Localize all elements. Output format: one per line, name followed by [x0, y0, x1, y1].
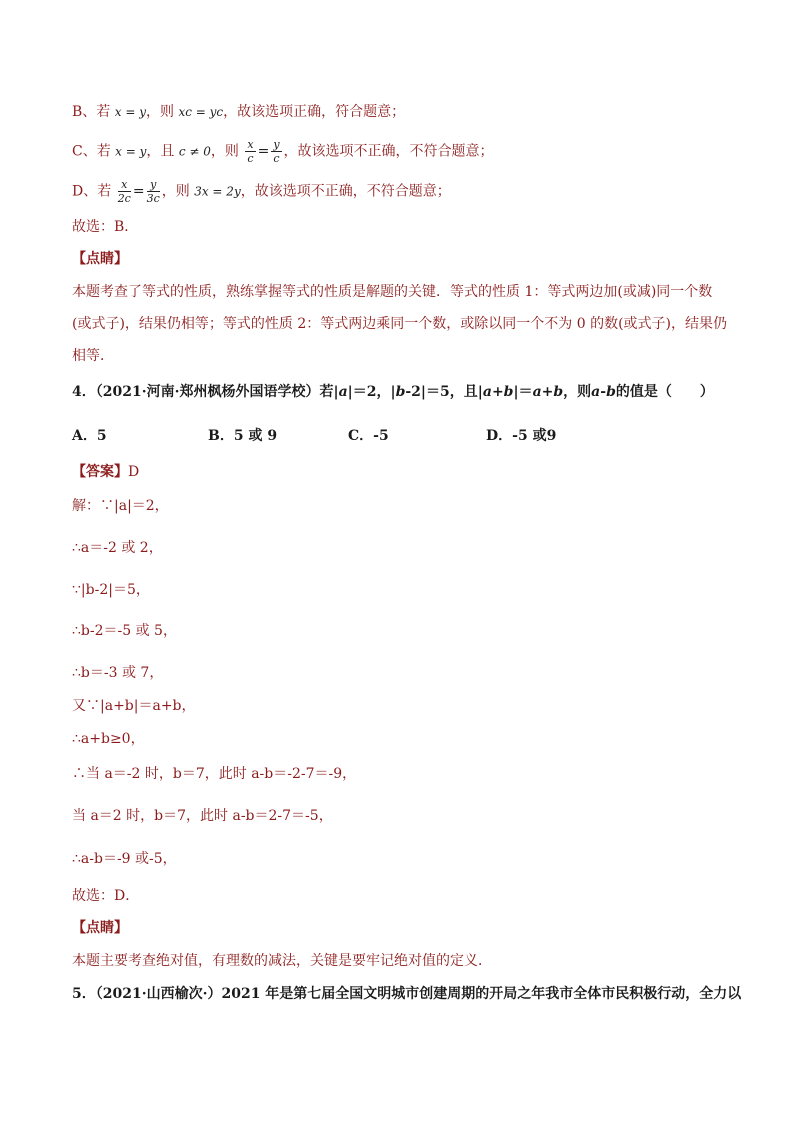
option-d-prefix: D、若 [72, 183, 112, 200]
var-b: b [395, 384, 406, 400]
var-b: b [606, 384, 616, 400]
question-source: （2021·山西榆次·） [95, 986, 222, 1002]
q4-text: ，则 [563, 384, 592, 400]
q3-choice: 故选：B． [72, 219, 139, 235]
q4-text: - [600, 384, 607, 400]
q4-review-text: 本题主要考查绝对值，有理数的减法，关键是要牢记绝对值的定义． [72, 953, 492, 969]
q4-text: + [491, 384, 504, 400]
solution-line-1: 解：∵|a|＝2， [72, 498, 169, 514]
question-number: 5． [72, 986, 96, 1002]
option-d-result: 3x = 2y [194, 184, 241, 199]
option-c-prefix: C、若 [72, 143, 111, 160]
q3-review-line-1: 本题考查了等式的性质，熟练掌握等式的性质是解题的关键．等式的性质 1：等式两边加(或减)同一个数 [72, 284, 713, 300]
option-b-explanation [72, 102, 405, 122]
var-a: a [532, 384, 542, 400]
q4-option-b: B．5 或 9 [208, 428, 278, 444]
var-a: a [338, 384, 348, 400]
question-number: 4． [72, 384, 96, 400]
solution-line-10: ∴a-b＝-9 或-5， [72, 851, 177, 867]
fraction-denominator: c [273, 152, 280, 165]
q4-text: 的值是（ ） [615, 384, 714, 400]
question-source: （2021·河南·郑州枫杨外国语学校） [95, 384, 320, 400]
solution-line-8: ∴当 a＝-2 时，b＝7，此时 a-b＝-2-7＝-9， [72, 766, 357, 782]
option-c-fraction-right [271, 138, 281, 165]
equals-sign: = [257, 143, 270, 160]
option-c-mid2: ，则 [210, 143, 239, 160]
fraction-numerator: x [118, 178, 131, 192]
solution-line-5: ∴b＝-3 或 7， [72, 665, 164, 681]
solution-line-6: 又∵|a+b|＝a+b， [72, 698, 196, 714]
option-c-condition: x = y [115, 144, 147, 159]
fraction-denominator: 2c [117, 192, 131, 205]
answer-label: 【答案】 [72, 464, 128, 480]
option-b-prefix: B、若 [72, 104, 111, 120]
question-4 [72, 382, 714, 402]
fraction-denominator: c [247, 152, 254, 165]
q4-text: + [541, 384, 554, 400]
q4-review-label: 【点睛】 [72, 920, 128, 936]
equals-sign: = [132, 183, 145, 200]
q3-review-line-3: 相等． [72, 348, 114, 364]
var-b: b [503, 384, 514, 400]
fraction-denominator: 3c [146, 192, 160, 205]
q4-text: -2|＝5，且| [405, 384, 483, 400]
q3-review-line-2: (或式子)，结果仍相等；等式的性质 2：等式两边乘同一个数，或除以同一个不为 0 的数(或式子)，结果仍 [72, 316, 728, 332]
option-d-fraction-left [118, 178, 131, 205]
q4-text: 若| [319, 384, 339, 400]
solution-line-4: ∴b-2＝-5 或 5， [72, 623, 177, 639]
q4-option-a: A．5 [72, 428, 107, 444]
option-c-nonzero: c ≠ 0 [178, 144, 211, 159]
question-5 [72, 984, 741, 1004]
solution-line-2: ∴a＝-2 或 2， [72, 540, 163, 556]
fraction-numerator: x [247, 138, 254, 151]
option-c-fraction-left [245, 138, 255, 165]
option-d-explanation [72, 178, 451, 205]
option-b-result: xc = yc [178, 105, 224, 119]
q4-option-d: D．-5 或9 [486, 428, 557, 444]
answer-value: D [128, 464, 140, 480]
option-c-explanation [72, 138, 494, 165]
option-d-mid: ，则 [161, 183, 190, 200]
var-a: a [482, 384, 492, 400]
option-b-conclusion: ，故该选项正确，符合题意； [223, 104, 406, 120]
option-d-conclusion: ，故该选项不正确，不符合题意； [240, 183, 451, 200]
var-b: b [553, 384, 564, 400]
question-text: 2021 年是第七届全国文明城市创建周期的开局之年我市全体市民积极行动，全力以 [221, 986, 742, 1002]
option-c-conclusion: ，故该选项不正确，不符合题意； [283, 143, 494, 160]
solution-line-9: 当 a＝2 时，b＝7，此时 a-b＝2-7＝-5， [72, 808, 333, 824]
option-b-mid: ，则 [145, 104, 174, 120]
solution-line-11: 故选：D． [72, 888, 140, 904]
option-b-condition: x = y [114, 105, 146, 119]
solution-line-7: ∴a+b≥0， [72, 731, 145, 747]
q3-review-label: 【点睛】 [72, 251, 128, 267]
option-c-mid1: ，且 [146, 143, 175, 160]
var-a: a [591, 384, 601, 400]
q4-option-c: C．-5 [348, 428, 389, 444]
fraction-numerator: y [273, 138, 280, 151]
option-d-fraction-right [147, 178, 160, 205]
q4-text: |＝2，| [347, 384, 396, 400]
q4-text: |＝ [513, 384, 533, 400]
solution-line-3: ∵|b-2|＝5， [72, 582, 150, 598]
answer-row [72, 462, 139, 482]
fraction-numerator: y [147, 178, 160, 192]
